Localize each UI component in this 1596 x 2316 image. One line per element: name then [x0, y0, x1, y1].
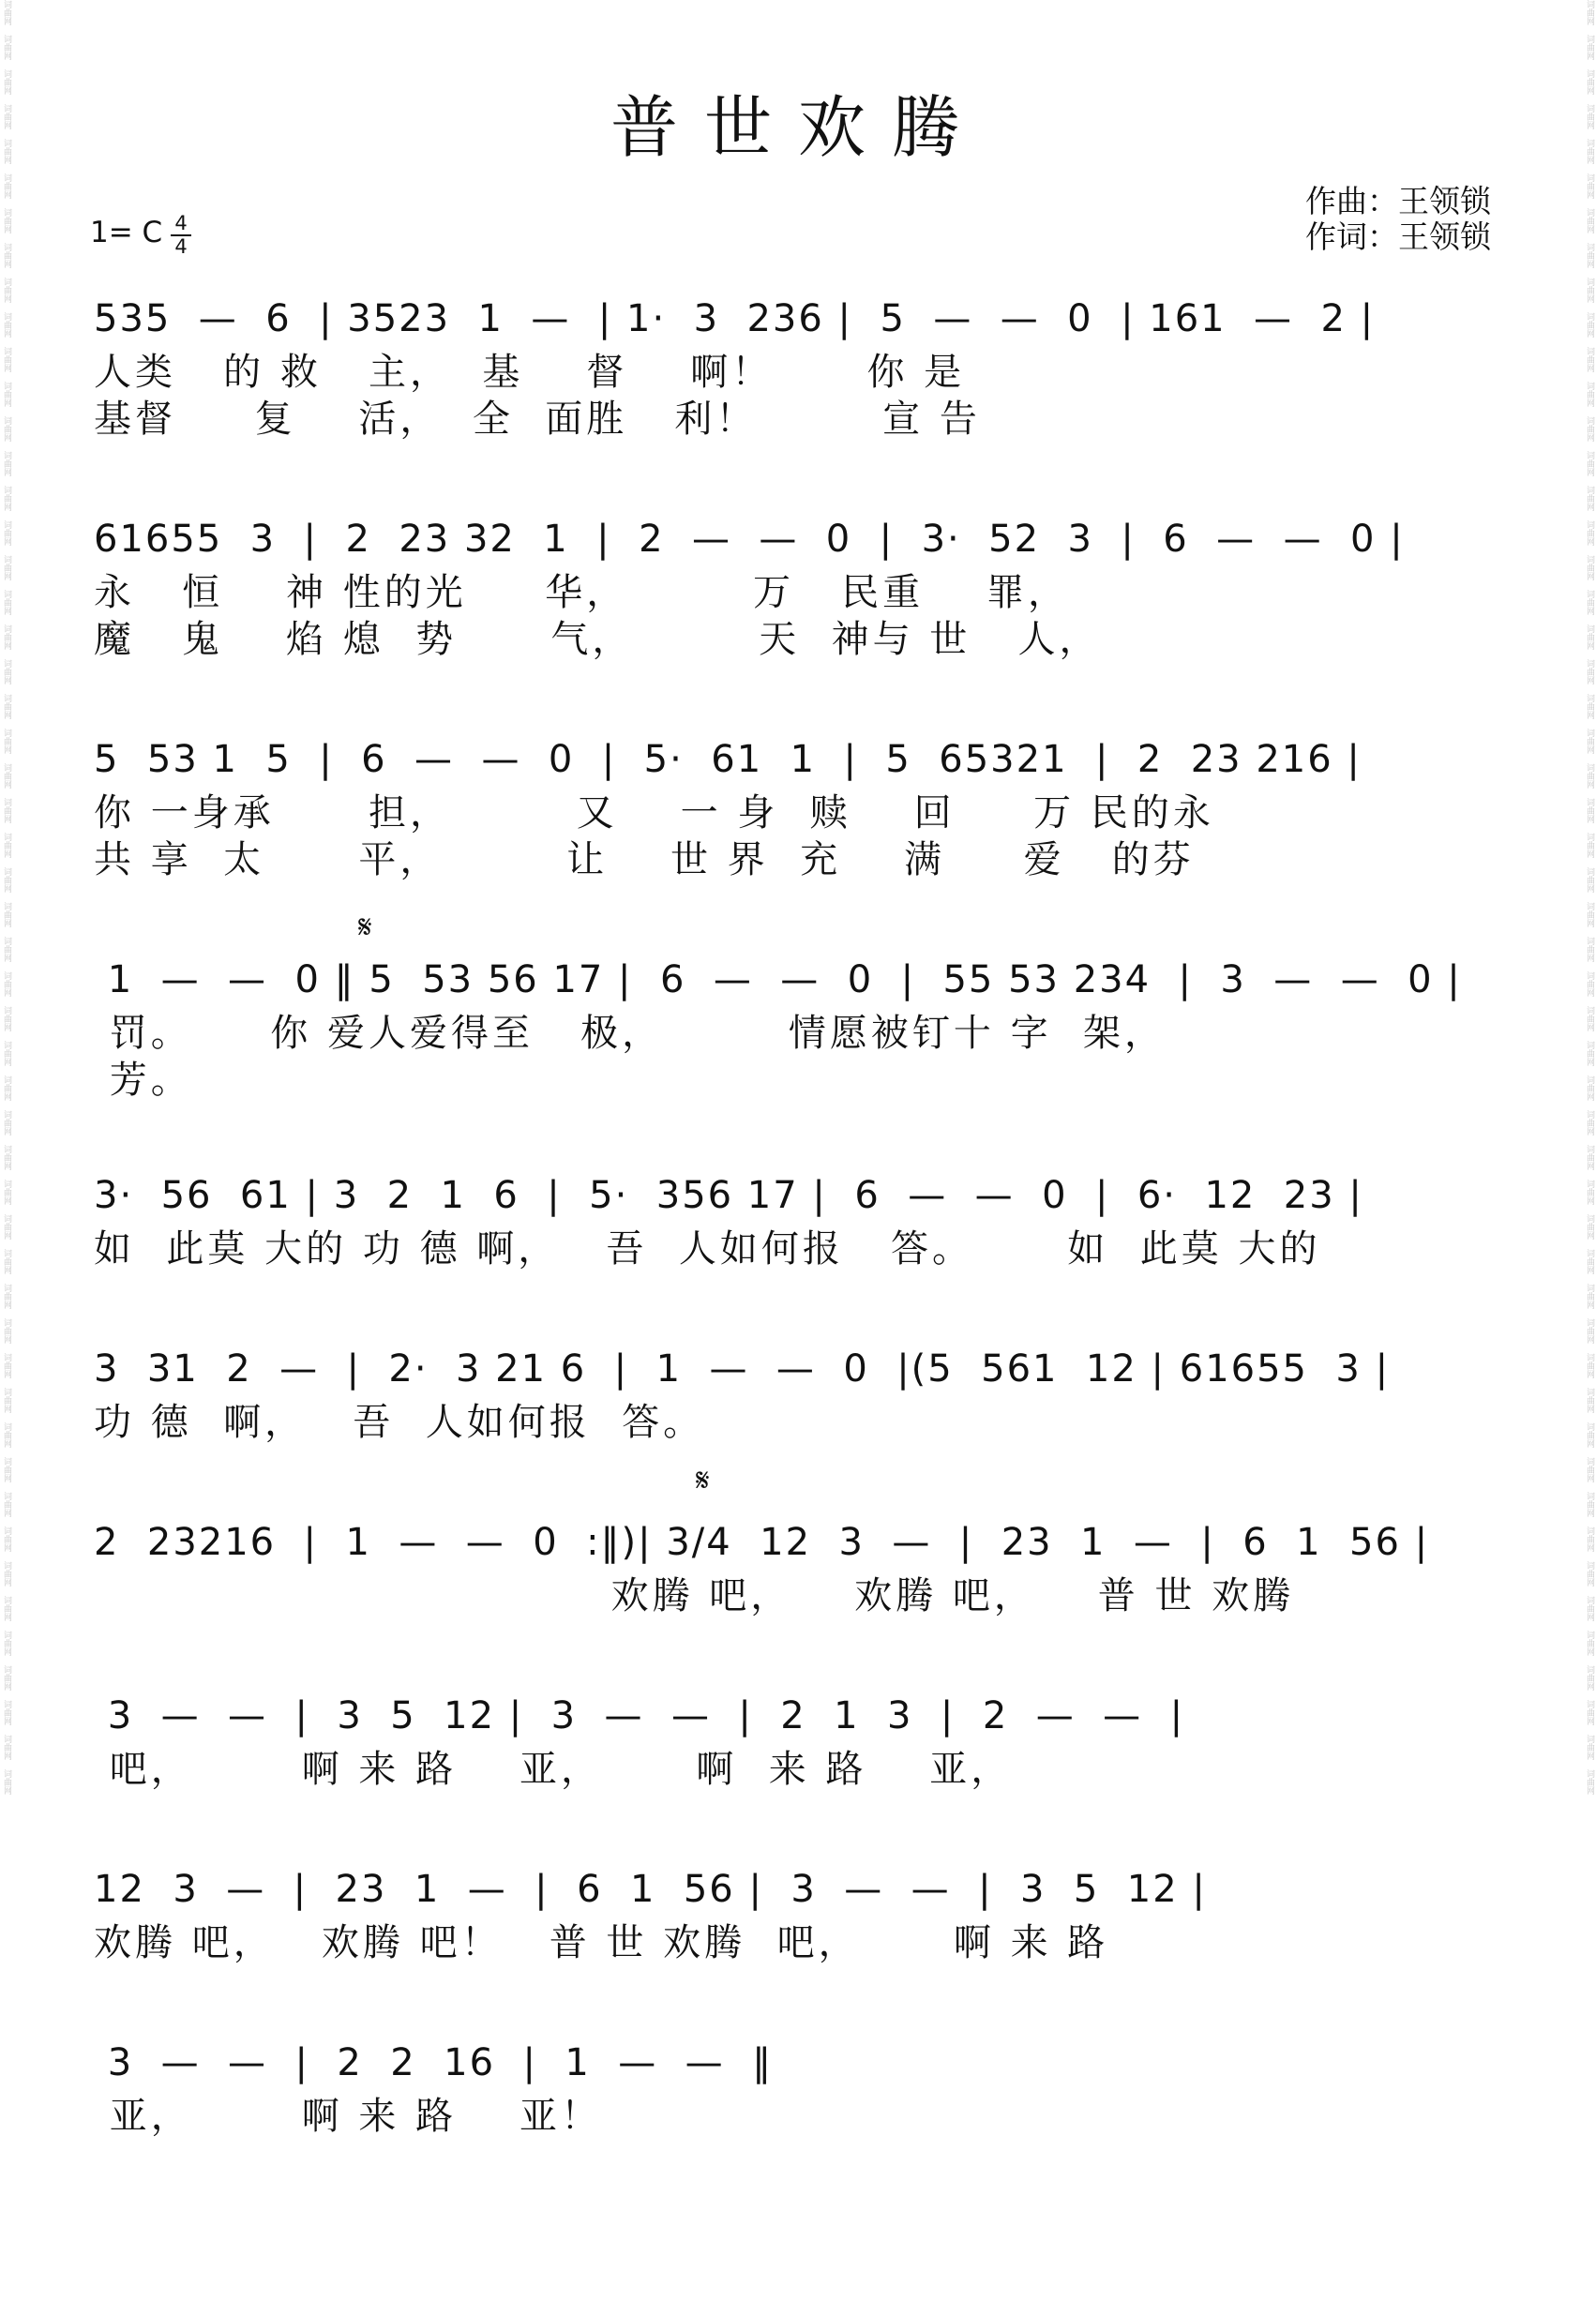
edge-watermark-text: 词曲网 [1585, 1388, 1594, 1413]
edge-watermark-text: 词曲网 [2, 624, 11, 650]
edge-watermark-text: 词曲网 [1585, 1422, 1594, 1448]
lyrics-line: 亚， 啊 来 路 亚！ [94, 2095, 603, 2138]
edge-watermark-text: 词曲网 [1585, 1492, 1594, 1517]
lyrics-line: 永 恒 神 性的光 华， 万 民重 罪， [94, 571, 1070, 614]
edge-watermark-text: 词曲网 [2, 1214, 11, 1240]
notation-line: 1 — — 0 ‖ 5 53 56 17 | 6 — — 0 | 55 53 234 | 3 — — 0 | [94, 958, 1462, 1001]
edge-watermark-text: 词曲网 [2, 1665, 11, 1691]
edge-watermark-text: 词曲网 [1585, 1631, 1594, 1656]
edge-watermark-text: 词曲网 [2, 312, 11, 338]
edge-watermark-text: 词曲网 [2, 1422, 11, 1448]
edge-watermark-text: 词曲网 [2, 1110, 11, 1135]
time-signature [171, 214, 191, 257]
edge-watermark-text: 词曲网 [2, 1180, 11, 1205]
edge-watermark-text: 词曲网 [1585, 1110, 1594, 1135]
composer-credit: 作曲：王领锁 [1305, 183, 1491, 219]
edge-watermark-text: 词曲网 [1585, 1526, 1594, 1552]
edge-watermark-text: 词曲网 [1585, 520, 1594, 546]
edge-watermark-text: 词曲网 [2, 763, 11, 789]
notation-line: 535 — 6 | 3523 1 — | 1· 3 236 | 5 — — 0 | 161 — 2 | [94, 297, 1376, 340]
edge-watermark-text: 词曲网 [2, 1041, 11, 1066]
lyrics-line: 吧， 啊 来 路 亚， 啊 来 路 亚， [94, 1748, 1013, 1791]
notation-line: 3 31 2 — | 2· 3 21 6 | 1 — — 0 |(5 561 12 | 61655 3 | [94, 1347, 1391, 1391]
edge-watermark-text: 词曲网 [2, 1353, 11, 1378]
edge-watermark-text: 词曲网 [1585, 1353, 1594, 1378]
edge-watermark-text: 词曲网 [1585, 1180, 1594, 1205]
edge-watermark-text: 词曲网 [2, 278, 11, 303]
edge-watermark-text: 词曲网 [2, 729, 11, 754]
notation-line: 5 53 1 5 | 6 — — 0 | 5· 61 1 | 5 65321 | 2 23 216 | [94, 738, 1362, 781]
edge-watermark-left [0, 0, 13, 2316]
edge-watermark-text: 词曲网 [1585, 139, 1594, 164]
edge-watermark-text: 词曲网 [2, 659, 11, 684]
edge-watermark-text: 词曲网 [1585, 104, 1594, 129]
edge-watermark-text: 词曲网 [2, 347, 11, 372]
edge-watermark-text: 词曲网 [1585, 659, 1594, 684]
edge-watermark-text: 词曲网 [2, 1284, 11, 1309]
edge-watermark-text: 词曲网 [2, 694, 11, 719]
edge-watermark-text: 词曲网 [2, 0, 11, 25]
edge-watermark-text: 词曲网 [2, 902, 11, 927]
edge-watermark-text: 词曲网 [1585, 763, 1594, 789]
segno-mark: 𝄋 [358, 909, 372, 946]
lyrics-line: 欢腾 吧， 欢腾 吧， 普 世 欢腾 [94, 1574, 1295, 1617]
edge-watermark-text: 词曲网 [1585, 867, 1594, 893]
edge-watermark-text: 词曲网 [2, 1492, 11, 1517]
segno-mark: 𝄋 [696, 1462, 710, 1499]
edge-watermark-text: 词曲网 [1585, 312, 1594, 338]
lyrics-line: 人类 的 救 主， 基 督 啊！ 你 是 [94, 351, 966, 394]
edge-watermark-text: 词曲网 [1585, 1214, 1594, 1240]
edge-watermark-text: 词曲网 [1585, 937, 1594, 962]
edge-watermark-text: 词曲网 [2, 867, 11, 893]
edge-watermark-text: 词曲网 [1585, 1318, 1594, 1344]
edge-watermark-text: 词曲网 [2, 243, 11, 268]
edge-watermark-text: 词曲网 [2, 1561, 11, 1587]
edge-watermark-text: 词曲网 [1585, 451, 1594, 476]
edge-watermark-text: 词曲网 [2, 451, 11, 476]
edge-watermark-text: 词曲网 [2, 208, 11, 233]
edge-watermark-text: 词曲网 [2, 1388, 11, 1413]
edge-watermark-text: 词曲网 [1585, 173, 1594, 199]
edge-watermark-text: 词曲网 [1585, 694, 1594, 719]
edge-watermark-text: 词曲网 [2, 833, 11, 858]
lyrics-line: 基督 复 活， 全 面胜 利！ 宣 告 [94, 398, 981, 441]
edge-watermark-text: 词曲网 [2, 173, 11, 199]
edge-watermark-text: 词曲网 [2, 35, 11, 60]
edge-watermark-text: 词曲网 [1585, 243, 1594, 268]
edge-watermark-text: 词曲网 [1585, 798, 1594, 823]
edge-watermark-text: 词曲网 [1585, 1284, 1594, 1309]
edge-watermark-text: 词曲网 [1585, 416, 1594, 442]
edge-watermark-text: 词曲网 [2, 486, 11, 511]
edge-watermark-text: 词曲网 [2, 555, 11, 580]
edge-watermark-text: 词曲网 [1585, 1457, 1594, 1482]
edge-watermark-text: 词曲网 [1585, 971, 1594, 997]
edge-watermark-text: 词曲网 [1585, 347, 1594, 372]
edge-watermark-text: 词曲网 [1585, 729, 1594, 754]
edge-watermark-text: 词曲网 [2, 139, 11, 164]
edge-watermark-text: 词曲网 [1585, 833, 1594, 858]
edge-watermark-text: 词曲网 [2, 1769, 11, 1795]
lyrics-line: 功 德 啊， 吾 人如何报 答。 [94, 1401, 705, 1444]
edge-watermark-text: 词曲网 [1585, 1041, 1594, 1066]
lyrics-line: 芳。 [94, 1059, 192, 1102]
lyrics-line: 罚。 你 爱人爱得至 极， 情愿被钉十 字 架， [94, 1012, 1167, 1055]
edge-watermark-text: 词曲网 [2, 590, 11, 615]
edge-watermark-text: 词曲网 [1585, 0, 1594, 25]
edge-watermark-text: 词曲网 [2, 1145, 11, 1170]
edge-watermark-text: 词曲网 [2, 69, 11, 95]
notation-line: 61655 3 | 2 23 32 1 | 2 — — 0 | 3· 52 3 | 6 — — 0 | [94, 518, 1405, 561]
edge-watermark-text: 词曲网 [2, 798, 11, 823]
edge-watermark-text: 词曲网 [2, 520, 11, 546]
credits [1305, 184, 1491, 255]
edge-watermark-text: 词曲网 [1585, 1075, 1594, 1101]
time-signature-numerator: 4 [171, 214, 191, 236]
lyrics-line: 欢腾 吧， 欢腾 吧！ 普 世 欢腾 吧， 啊 来 路 [94, 1921, 1109, 1964]
edge-watermark-text: 词曲网 [1585, 1561, 1594, 1587]
edge-watermark-text: 词曲网 [2, 937, 11, 962]
time-signature-denominator: 4 [174, 235, 188, 258]
edge-watermark-text: 词曲网 [1585, 208, 1594, 233]
edge-watermark-text: 词曲网 [1585, 1596, 1594, 1621]
notation-line: 3· 56 61 | 3 2 1 6 | 5· 356 17 | 6 — — 0 | 6· 12 23 | [94, 1174, 1363, 1217]
score-title: 普世欢腾 [610, 88, 986, 167]
edge-watermark-text: 词曲网 [2, 1457, 11, 1482]
edge-watermark-text: 词曲网 [2, 1700, 11, 1725]
edge-watermark-text: 词曲网 [2, 382, 11, 407]
edge-watermark-text: 词曲网 [1585, 624, 1594, 650]
edge-watermark-text: 词曲网 [1585, 486, 1594, 511]
edge-watermark-text: 词曲网 [1585, 278, 1594, 303]
edge-watermark-text: 词曲网 [2, 971, 11, 997]
notation-line: 12 3 — | 23 1 — | 6 1 56 | 3 — — | 3 5 12 | [94, 1868, 1207, 1911]
edge-watermark-text: 词曲网 [1585, 1249, 1594, 1274]
edge-watermark-text: 词曲网 [2, 1006, 11, 1031]
edge-watermark-text: 词曲网 [1585, 555, 1594, 580]
edge-watermark-right [1583, 0, 1596, 2316]
edge-watermark-text: 词曲网 [2, 104, 11, 129]
lyrics-line: 共 享 太 平， 让 世 界 充 满 爱 的芬 [94, 838, 1195, 881]
edge-watermark-text: 词曲网 [2, 1631, 11, 1656]
lyricist-credit: 作词：王领锁 [1305, 218, 1491, 255]
edge-watermark-text: 词曲网 [2, 1249, 11, 1274]
edge-watermark-text: 词曲网 [1585, 1700, 1594, 1725]
edge-watermark-text: 词曲网 [1585, 382, 1594, 407]
edge-watermark-text: 词曲网 [1585, 69, 1594, 95]
edge-watermark-text: 词曲网 [2, 416, 11, 442]
edge-watermark-text: 词曲网 [2, 1596, 11, 1621]
lyrics-line: 魔 鬼 焰 熄 势 气， 天 神与 世 人， [94, 618, 1101, 661]
edge-watermark-text: 词曲网 [2, 1735, 11, 1760]
lyrics-line: 如 此莫 大的 功 德 啊， 吾 人如何报 答。 如 此莫 大的 [94, 1227, 1321, 1271]
notation-line: 2 23216 | 1 — — 0 :‖)| 3/4 12 3 — | 23 1 — | 6 1 56 | [94, 1521, 1430, 1564]
edge-watermark-text: 词曲网 [1585, 35, 1594, 60]
edge-watermark-text: 词曲网 [2, 1075, 11, 1101]
edge-watermark-text: 词曲网 [1585, 1145, 1594, 1170]
notation-line: 3 — — | 3 5 12 | 3 — — | 2 1 3 | 2 — — | [94, 1694, 1185, 1737]
edge-watermark-text: 词曲网 [1585, 902, 1594, 927]
edge-watermark-text: 词曲网 [1585, 1735, 1594, 1760]
edge-watermark-text: 词曲网 [2, 1318, 11, 1344]
key-signature: 1= C [90, 216, 163, 249]
edge-watermark-text: 词曲网 [1585, 590, 1594, 615]
edge-watermark-text: 词曲网 [2, 1526, 11, 1552]
lyrics-line: 你 一身承 担， 又 一 身 赎 回 万 民的永 [94, 791, 1214, 835]
edge-watermark-text: 词曲网 [1585, 1665, 1594, 1691]
edge-watermark-text: 词曲网 [1585, 1006, 1594, 1031]
edge-watermark-text: 词曲网 [1585, 1769, 1594, 1795]
notation-line: 3 — — | 2 2 16 | 1 — — ‖ [94, 2041, 774, 2084]
